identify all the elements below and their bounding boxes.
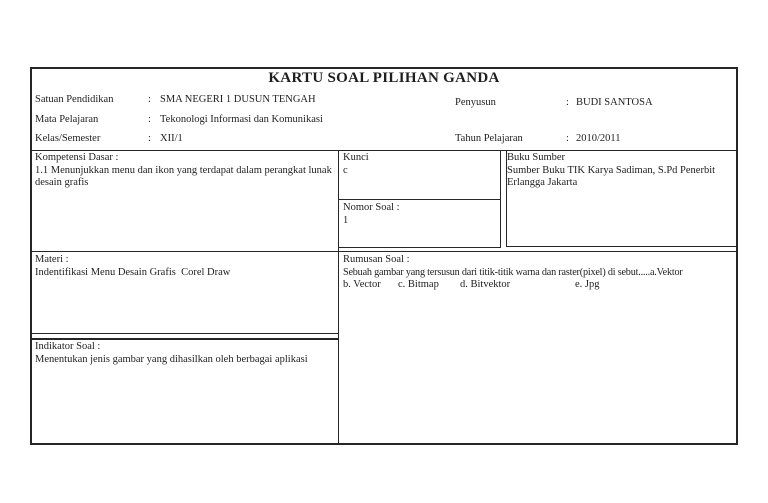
mata-pelajaran-separator: : <box>148 114 151 125</box>
mata-pelajaran-label: Mata Pelajaran <box>35 114 99 125</box>
indikator-soal-cell <box>35 341 335 366</box>
option-d: d. Bitvektor <box>460 279 511 290</box>
kompetensi-dasar-label: Kompetensi Dasar : <box>35 152 119 163</box>
materi-bottom-border <box>30 333 338 334</box>
kompetensi-dasar-value: 1.1 Menunjukkan menu dan ikon yang terdapat dalam perangkat lunak desain grafis <box>35 164 335 188</box>
buku-sumber-label: Buku Sumber <box>507 152 566 163</box>
kunci-label: Kunci <box>343 152 369 163</box>
nomor-soal-value: 1 <box>343 214 349 226</box>
rumusan-soal-label: Rumusan Soal : <box>343 254 410 265</box>
option-e: e. Jpg <box>575 279 600 290</box>
penyusun-label: Penyusun <box>455 97 496 108</box>
indikator-top-border <box>30 338 338 340</box>
answer-options-row <box>343 279 735 292</box>
rumusan-soal-question: Sebuah gambar yang tersusun dari titik-titik warna dan raster(pixel) di sebut.....a.Vektor <box>343 266 683 278</box>
materi-value: Indentifikasi Menu Desain Grafis Corel Draw <box>35 266 231 278</box>
page-title: KARTU SOAL PILIHAN GANDA <box>268 70 500 86</box>
kelas-semester-label: Kelas/Semester <box>35 133 101 144</box>
middle-row-divider-line <box>30 251 738 252</box>
indikator-soal-label: Indikator Soal : <box>35 341 101 352</box>
nomor-soal-cell <box>343 202 493 227</box>
materi-cell <box>35 254 335 279</box>
tahun-pelajaran-label: Tahun Pelajaran <box>455 133 523 144</box>
tahun-pelajaran-separator: : <box>566 133 569 144</box>
penyusun-separator: : <box>566 97 569 108</box>
satuan-pendidikan-separator: : <box>148 94 151 105</box>
buku-sumber-cell <box>507 152 733 190</box>
satuan-pendidikan-value: SMA NEGERI 1 DUSUN TENGAH <box>160 94 316 105</box>
tahun-pelajaran-value: 2010/2011 <box>576 133 621 144</box>
kunci-value: c <box>343 164 348 176</box>
kunci-cell <box>343 152 493 177</box>
rumusan-soal-cell <box>343 254 735 292</box>
indikator-soal-value: Menentukan jenis gambar yang dihasilkan oleh berbagai aplikasi <box>35 353 308 365</box>
mata-pelajaran-value: Tekonologi Informasi dan Komunikasi <box>160 114 323 125</box>
option-c: c. Bitmap <box>398 279 439 290</box>
materi-label: Materi : <box>35 254 69 265</box>
kompetensi-dasar-cell <box>35 152 335 190</box>
kelas-semester-separator: : <box>148 133 151 144</box>
kelas-semester-value: XII/1 <box>160 133 183 144</box>
option-b: b. Vector <box>343 279 381 290</box>
penyusun-value: BUDI SANTOSA <box>576 97 653 108</box>
satuan-pendidikan-label: Satuan Pendidikan <box>35 94 114 105</box>
buku-sumber-line2: Erlangga Jakarta <box>507 177 578 188</box>
buku-sumber-line1: Sumber Buku TIK Karya Sadiman, S.Pd Penerbit <box>507 164 716 176</box>
nomor-soal-label: Nomor Soal : <box>343 202 400 213</box>
